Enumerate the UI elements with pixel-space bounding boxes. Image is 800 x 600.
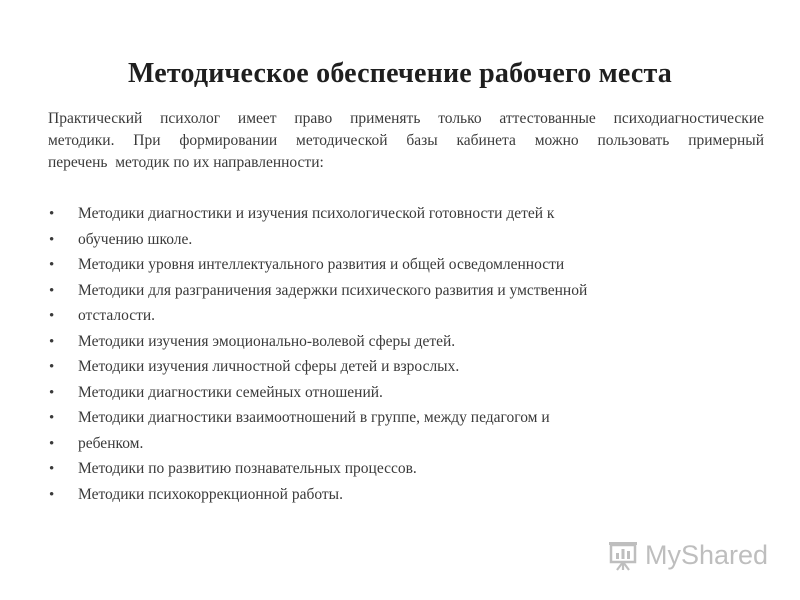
presentation-board-icon bbox=[607, 539, 639, 571]
slide-title: Методическое обеспечение рабочего места bbox=[127, 58, 673, 89]
bullet-icon: • bbox=[49, 384, 55, 401]
intro-line: методики. При формировании методической базы кабинета можно пользовать примерный bbox=[48, 132, 764, 149]
list-item bbox=[48, 458, 764, 484]
list-item bbox=[48, 254, 764, 280]
bullet-icon: • bbox=[49, 308, 55, 324]
bullet-icon: • bbox=[49, 257, 55, 273]
list-item-text: Методики уровня интеллектуального развития и общей осведомленности bbox=[78, 256, 565, 273]
intro-line: перечень методик по их направленности: bbox=[48, 154, 324, 171]
list-item-text: Методики диагностики взаимоотношений в группе, между педагогом и bbox=[78, 409, 550, 426]
myshared-watermark bbox=[607, 537, 768, 573]
list-item-text: Методики по развитию познавательных процессов. bbox=[78, 460, 417, 477]
intro-paragraph bbox=[48, 108, 764, 174]
intro-line: Практический психолог имеет право применять только аттестованные психодиагностические bbox=[48, 110, 764, 127]
list-item bbox=[48, 305, 764, 331]
list-item-text: обучению школе. bbox=[78, 230, 193, 248]
list-item bbox=[48, 356, 764, 382]
list-item-text: Методики диагностики семейных отношений. bbox=[78, 383, 383, 401]
bullet-icon: • bbox=[49, 206, 55, 222]
list-item-text: Методики психокоррекционной работы. bbox=[78, 485, 343, 503]
bullet-icon: • bbox=[49, 435, 55, 452]
bullet-icon: • bbox=[49, 486, 55, 503]
methods-list bbox=[48, 203, 764, 509]
bullet-icon: • bbox=[49, 231, 55, 248]
bullet-icon: • bbox=[49, 359, 55, 375]
watermark-text: MyShared bbox=[645, 539, 769, 570]
list-item-text: отсталости. bbox=[78, 307, 156, 324]
bullet-icon: • bbox=[49, 461, 55, 477]
bullet-icon: • bbox=[49, 410, 55, 426]
list-item bbox=[48, 280, 764, 306]
list-item-text: ребенком. bbox=[78, 434, 144, 452]
list-item bbox=[48, 382, 764, 408]
list-item-text: Методики изучения личностной сферы детей и взрослых. bbox=[78, 358, 460, 375]
list-item bbox=[48, 433, 764, 459]
list-item-text: Методики диагностики и изучения психологической готовности детей к bbox=[78, 205, 555, 222]
list-item bbox=[48, 203, 764, 229]
list-item bbox=[48, 331, 764, 357]
list-item bbox=[48, 484, 764, 510]
list-item-text: Методики изучения эмоционально-волевой сферы детей. bbox=[78, 332, 456, 350]
bullet-icon: • bbox=[49, 282, 55, 299]
list-item bbox=[48, 407, 764, 433]
list-item bbox=[48, 229, 764, 255]
list-item-text: Методики для разграничения задержки психического развития и умственной bbox=[78, 281, 588, 299]
bullet-icon: • bbox=[49, 333, 55, 350]
